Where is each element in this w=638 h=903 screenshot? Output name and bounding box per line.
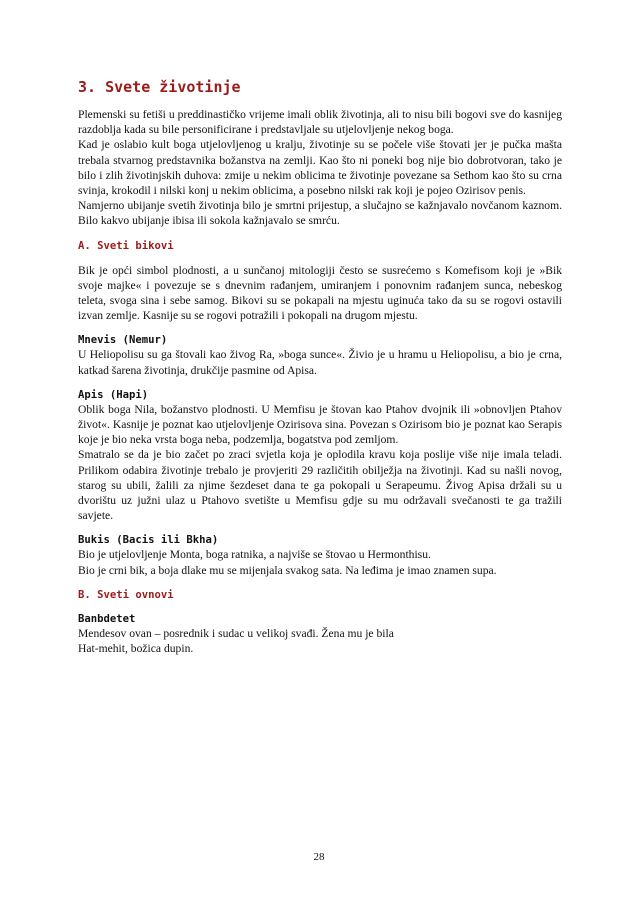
section-a-intro-paragraph: Bik je opći simbol plodnosti, a u sunčanoj mitologiji često se susrećemo s Komefisom koji je »Bik svoje majke« i povezuje se s dnevnim rađanjem, umiranjem i ponovnim rađanjem sunca, nebeskog teleta, svoga sina i sebe samog. Bikovi su se pokapali na mjestu uginuća tako da su se rogovi ostavili izvan zemlje. Kasnije su se rogovi potražili i pokopali na drugom mjestu. (78, 263, 562, 323)
entry-paragraph: Oblik boga Nila, božanstvo plodnosti. U Memfisu je štovan kao Ptahov dvojnik ili »obnovljen Ptahov život«. Kasnije je poznat kao utjelovljenje Ozirisova sina. Povezan s Ozirisom bio je poznat kao Serapis koje je bio neka vrsta boga neba, podzemlja, bogatstva pod zemljom. (78, 402, 562, 447)
entry-paragraph: Smatralo se da je bio začet po zraci svjetla koja je oplodila kravu koja poslije više nije imala teladi. Prilikom odabira životinje trebalo je provjeriti 29 različitih obilježja na životinji. Kad su našli novog, starog su ubili, žalili za njime šezdeset dana te ga pokopali u Serapeumu. Živog Apisa držali su u dvorištu uz južni ulaz u Ptahovo svetište u Memfisu gdje su mu održavali svečanosti te ga tražili savjete. (78, 448, 562, 523)
entry-paragraph: Bio je utjelovljenje Monta, boga ratnika, a najviše se štovao u Hermonthisu. (78, 548, 431, 562)
intro-paragraph-3: Namjerno ubijanje svetih životinja bilo je smrtni prijestup, a slučajno se kažnjavalo novčanom kaznom. Bilo kakvo ubijanje ibisa ili sokola kažnjavalo se smrću. (78, 199, 562, 228)
entry-heading-bukis: Bukis (Bacis ili Bkha) (78, 534, 219, 547)
entry-line: Hat-mehit, božica dupin. (78, 642, 194, 656)
page-number: 28 (313, 851, 325, 863)
entry-apis (78, 388, 562, 524)
entry-heading-apis: Apis (Hapi) (78, 388, 149, 401)
section-a-intro (78, 263, 562, 324)
page-content (78, 78, 562, 666)
entry-paragraph: U Heliopolisu su ga štovali kao živog Ra, »boga sunce«. Živio je u hramu u Heliopolisu, a bio je crna, katkad šarena životinja, drukčije pasmine od Apisa. (78, 348, 562, 377)
entry-bukis (78, 533, 562, 577)
entry-heading-mnevis: Mnevis (Nemur) (78, 334, 168, 347)
intro-paragraph-2: Kad je oslabio kult boga utjelovljenog u kralju, životinje su se počele više štovati jer je pučka mašta trebala stvarnog predstavnika božanstva na zemlji. Kao što ni poneki bog nije bio dobrotvoran, tako je bilo i zlih životinjskih duhova: zmije u nekim oblicima te životinje povezane sa Sethom kao što su crna svinja, krokodil i nilski konj u nekim oblicima, a posebno nilski rak koji je pojeo Ozirisov penis. (78, 138, 562, 198)
entry-banbdetet (78, 612, 562, 656)
entry-line: Mendesov ovan – posrednik i sudac u velikoj svađi. Žena mu je bila (78, 626, 394, 640)
section-heading-sveti-ovnovi: B. Sveti ovnovi (78, 588, 174, 601)
chapter-intro (78, 107, 562, 229)
chapter-title: 3. Svete životinje (78, 78, 241, 96)
entry-mnevis (78, 333, 562, 377)
entry-paragraph: Bio je crni bik, a boja dlake mu se mijenjala svakog sata. Na leđima je imao znamen supa. (78, 563, 497, 577)
entry-heading-banbdetet: Banbdetet (78, 612, 136, 625)
section-heading-sveti-bikovi: A. Sveti bikovi (78, 239, 174, 252)
intro-paragraph-1: Plemenski su fetiši u preddinastičko vrijeme imali oblik životinja, ali to nisu bili bogovi sve do kasnijeg razdoblja kada su bile personificirane i predstavljale su utjelovljenje nekog boga. (78, 108, 562, 137)
